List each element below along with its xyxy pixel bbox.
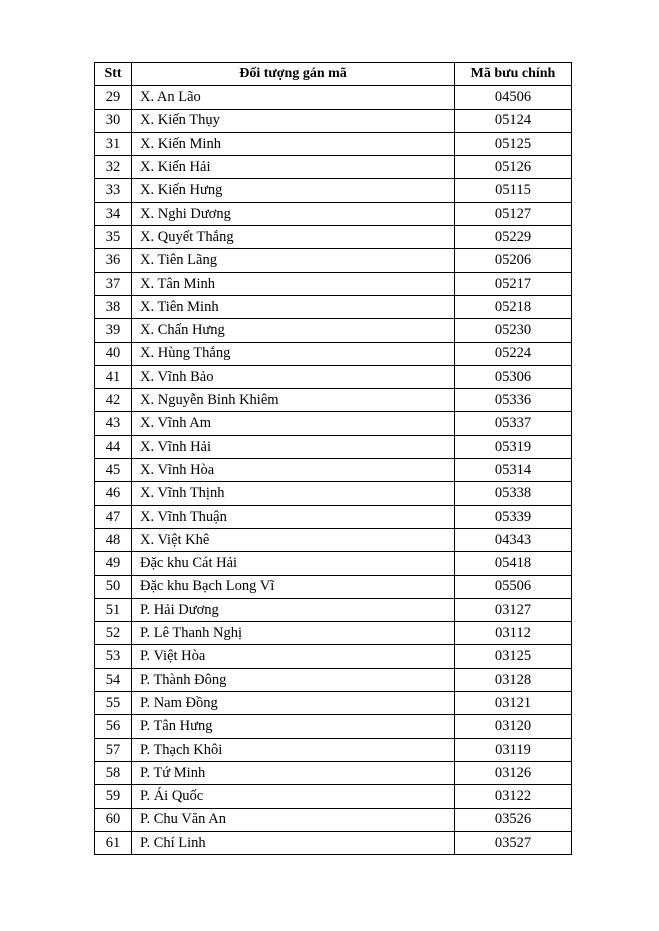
table-row — [95, 761, 572, 784]
table-row — [95, 389, 572, 412]
table-row — [95, 226, 572, 249]
row-name: Đặc khu Bạch Long Vĩ — [132, 575, 455, 598]
row-name: X. Vĩnh Bảo — [132, 365, 455, 388]
row-stt: 61 — [95, 831, 132, 854]
row-name: X. Kiến Hưng — [132, 179, 455, 202]
row-stt: 54 — [95, 668, 132, 691]
table-row — [95, 295, 572, 318]
table-row — [95, 785, 572, 808]
table-row — [95, 831, 572, 854]
row-stt: 34 — [95, 202, 132, 225]
row-name: X. Vĩnh Hải — [132, 435, 455, 458]
table-row — [95, 482, 572, 505]
row-name: X. Kiến Hải — [132, 156, 455, 179]
row-postal-code: 04343 — [455, 528, 572, 551]
row-stt: 51 — [95, 598, 132, 621]
row-stt: 49 — [95, 552, 132, 575]
row-stt: 29 — [95, 86, 132, 109]
row-postal-code: 03128 — [455, 668, 572, 691]
row-name: X. Vĩnh Thuận — [132, 505, 455, 528]
table-row — [95, 412, 572, 435]
row-postal-code: 05125 — [455, 132, 572, 155]
table-row — [95, 668, 572, 691]
row-name: X. Vĩnh Am — [132, 412, 455, 435]
row-name: P. Tứ Minh — [132, 761, 455, 784]
table-row — [95, 319, 572, 342]
row-name: X. Nguyễn Bỉnh Khiêm — [132, 389, 455, 412]
row-stt: 48 — [95, 528, 132, 551]
row-postal-code: 05115 — [455, 179, 572, 202]
row-postal-code: 03121 — [455, 692, 572, 715]
row-name: P. Tân Hưng — [132, 715, 455, 738]
row-stt: 58 — [95, 761, 132, 784]
row-stt: 31 — [95, 132, 132, 155]
row-postal-code: 05126 — [455, 156, 572, 179]
row-postal-code: 03120 — [455, 715, 572, 738]
row-name: P. Nam Đồng — [132, 692, 455, 715]
row-stt: 41 — [95, 365, 132, 388]
table-row — [95, 86, 572, 109]
table-row — [95, 365, 572, 388]
row-stt: 38 — [95, 295, 132, 318]
row-stt: 37 — [95, 272, 132, 295]
row-postal-code: 05124 — [455, 109, 572, 132]
row-stt: 59 — [95, 785, 132, 808]
table-row — [95, 808, 572, 831]
row-stt: 33 — [95, 179, 132, 202]
table-row — [95, 622, 572, 645]
table-row — [95, 249, 572, 272]
table-row — [95, 645, 572, 668]
row-postal-code: 04506 — [455, 86, 572, 109]
row-stt: 52 — [95, 622, 132, 645]
row-postal-code: 05218 — [455, 295, 572, 318]
table-row — [95, 598, 572, 621]
row-name: X. Tiên Lãng — [132, 249, 455, 272]
row-name: P. Thành Đông — [132, 668, 455, 691]
row-name: Đặc khu Cát Hải — [132, 552, 455, 575]
row-name: P. Việt Hòa — [132, 645, 455, 668]
row-stt: 60 — [95, 808, 132, 831]
row-name: P. Chí Linh — [132, 831, 455, 854]
table-row — [95, 156, 572, 179]
row-postal-code: 05314 — [455, 459, 572, 482]
row-stt: 43 — [95, 412, 132, 435]
row-name: P. Hải Dương — [132, 598, 455, 621]
header-stt: Stt — [95, 63, 132, 86]
row-postal-code: 05230 — [455, 319, 572, 342]
row-name: X. Kiến Thụy — [132, 109, 455, 132]
table-row — [95, 692, 572, 715]
row-name: P. Chu Văn An — [132, 808, 455, 831]
row-postal-code: 05339 — [455, 505, 572, 528]
row-postal-code: 03122 — [455, 785, 572, 808]
row-stt: 53 — [95, 645, 132, 668]
row-postal-code: 05224 — [455, 342, 572, 365]
table-row — [95, 738, 572, 761]
row-stt: 40 — [95, 342, 132, 365]
table-row — [95, 528, 572, 551]
row-postal-code: 03126 — [455, 761, 572, 784]
row-stt: 56 — [95, 715, 132, 738]
row-stt: 46 — [95, 482, 132, 505]
row-name: X. Quyết Thắng — [132, 226, 455, 249]
row-postal-code: 03527 — [455, 831, 572, 854]
row-postal-code: 05338 — [455, 482, 572, 505]
row-postal-code: 03526 — [455, 808, 572, 831]
table-row — [95, 342, 572, 365]
row-name: P. Lê Thanh Nghị — [132, 622, 455, 645]
row-postal-code: 03125 — [455, 645, 572, 668]
row-stt: 57 — [95, 738, 132, 761]
row-postal-code: 03119 — [455, 738, 572, 761]
table-row — [95, 272, 572, 295]
row-stt: 35 — [95, 226, 132, 249]
row-postal-code: 05418 — [455, 552, 572, 575]
row-name: P. Ái Quốc — [132, 785, 455, 808]
row-postal-code: 05506 — [455, 575, 572, 598]
table-header — [95, 63, 572, 86]
row-postal-code: 05337 — [455, 412, 572, 435]
table-row — [95, 109, 572, 132]
table-row — [95, 132, 572, 155]
header-postal-code: Mã bưu chính — [455, 63, 572, 86]
row-name: X. Tân Minh — [132, 272, 455, 295]
header-name: Đối tượng gán mã — [132, 63, 455, 86]
row-stt: 39 — [95, 319, 132, 342]
row-name: X. Hùng Thắng — [132, 342, 455, 365]
row-postal-code: 05127 — [455, 202, 572, 225]
row-name: X. Việt Khê — [132, 528, 455, 551]
row-postal-code: 05229 — [455, 226, 572, 249]
table-row — [95, 505, 572, 528]
row-name: X. Nghi Dương — [132, 202, 455, 225]
row-stt: 42 — [95, 389, 132, 412]
row-stt: 55 — [95, 692, 132, 715]
postal-code-table — [94, 62, 572, 855]
row-stt: 30 — [95, 109, 132, 132]
row-name: X. Vĩnh Thịnh — [132, 482, 455, 505]
row-name: X. Chấn Hưng — [132, 319, 455, 342]
table-row — [95, 459, 572, 482]
row-name: X. Tiên Minh — [132, 295, 455, 318]
row-postal-code: 05206 — [455, 249, 572, 272]
header-row — [95, 63, 572, 86]
row-postal-code: 05217 — [455, 272, 572, 295]
row-name: P. Thạch Khôi — [132, 738, 455, 761]
row-stt: 44 — [95, 435, 132, 458]
row-name: X. Vĩnh Hòa — [132, 459, 455, 482]
row-stt: 32 — [95, 156, 132, 179]
row-name: X. Kiến Minh — [132, 132, 455, 155]
table-row — [95, 435, 572, 458]
row-postal-code: 05306 — [455, 365, 572, 388]
table-row — [95, 552, 572, 575]
row-stt: 36 — [95, 249, 132, 272]
row-postal-code: 03127 — [455, 598, 572, 621]
table-row — [95, 202, 572, 225]
row-name: X. An Lão — [132, 86, 455, 109]
table-row — [95, 575, 572, 598]
row-postal-code: 03112 — [455, 622, 572, 645]
row-stt: 50 — [95, 575, 132, 598]
table-row — [95, 715, 572, 738]
table-row — [95, 179, 572, 202]
row-stt: 47 — [95, 505, 132, 528]
row-stt: 45 — [95, 459, 132, 482]
row-postal-code: 05336 — [455, 389, 572, 412]
row-postal-code: 05319 — [455, 435, 572, 458]
table-body — [95, 86, 572, 855]
